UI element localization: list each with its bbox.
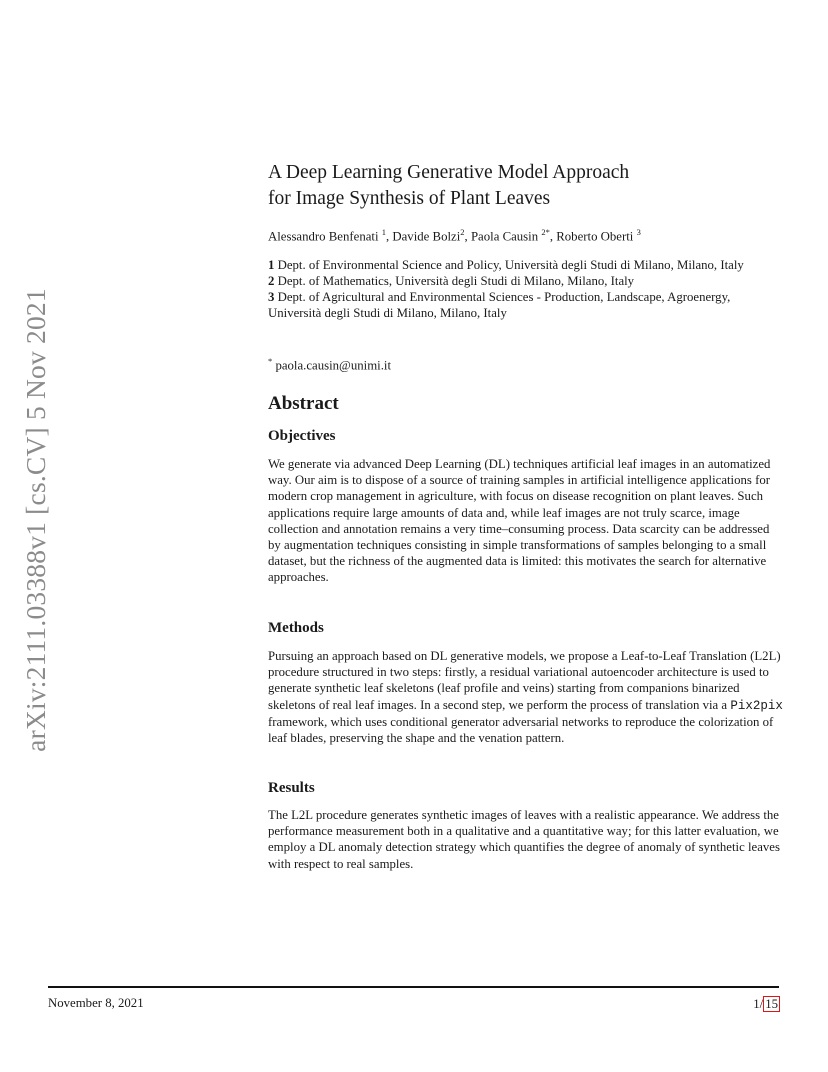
current-page: 1 [753,997,760,1011]
methods-heading: Methods [268,620,324,636]
pix2pix-code: Pix2pix [730,698,783,713]
author-3-affil: 2* [541,227,550,237]
author-2: Davide Bolzi [392,229,461,244]
methods-text-after: framework, which uses conditional generator adversarial networks to reproduce the colorization of leaf blades, preserving the shape and the venation pattern. [268,714,774,746]
affiliation-text: Dept. of Mathematics, Università degli Studi di Milano, Milano, Italy [277,274,635,288]
footer-rule [48,986,779,988]
corresponding-email[interactable]: paola.causin@unimi.it [275,358,392,373]
total-pages-link[interactable]: 15 [765,997,778,1011]
affiliation-3 [268,289,784,321]
objectives-heading: Objectives [268,428,336,444]
corresponding-author [268,353,784,373]
results-heading: Results [268,780,315,796]
affiliation-1 [268,257,784,273]
author-list: Alessandro Benfenati $^1$, Davide Bolzi$^2$, Paola Causin $^{2*}$, Roberto Oberti $^3$ [268,227,641,244]
footer-date: November 8, 2021 [48,996,144,1010]
author-3: Paola Causin [470,229,539,244]
affiliation-text: Dept. of Agricultural and Environmental Sciences - Production, Landscape, Agroenergy, Università degli Studi di Milano, Milano, Italy [268,290,731,320]
results-paragraph: The L2L procedure generates synthetic images of leaves with a realistic appearance. We address the performance measurement both in a qualitative and a quantitative way; for this latter evaluation, we employ a DL anomaly detection strategy which quantifies the degree of anomaly of synthetic leaves with respect to real samples. [268,808,780,871]
arxiv-identifier: arXiv:2111.03388v1 [cs.CV] 5 Nov 2021 [20,288,51,752]
methods-text-before: Pursuing an approach based on DL generative models, we propose a Leaf-to-Leaf Translation (L2L) procedure structured in two steps: firstly, a residual variational autoencoder architecture is used to generate synthetic leaf skeletons (leaf profile and veins) starting from companions binarized skeletons of real leaf images. In a second step, we perform the process of translation via a [268,649,781,712]
author-4-affil: 3 [636,227,641,237]
title-line-1: A Deep Learning Generative Model Approach [268,162,630,183]
affiliation-list [268,257,784,321]
author-2-affil: 2 [460,227,465,237]
methods-paragraph [268,648,784,746]
affiliation-text: Dept. of Environmental Science and Policy, Università degli Studi di Milano, Milano, Italy [277,258,744,272]
affiliation-2 [268,273,784,289]
paper-title [268,160,768,212]
affiliation-number: 1 [268,258,275,272]
author-1: Alessandro Benfenati [268,229,379,244]
abstract-heading: Abstract [268,393,339,414]
author-4: Roberto Oberti [556,229,634,244]
author-1-affil: 1 [381,227,386,237]
footer-page-number: 1/ 15 [753,997,778,1011]
corresponding-mark: * [268,356,273,366]
affiliation-number: 3 [268,290,275,304]
title-line-2: for Image Synthesis of Plant Leaves [268,188,551,209]
objectives-paragraph: We generate via advanced Deep Learning (DL) techniques artificial leaf images in an automatized way. Our aim is to dispose of a source of training samples in artificial intelligence applications for modern crop management in agriculture, with focus on disease recognition on plant leaves. Such applications require large amounts of data and, while leaf images are not truly scarce, image collection and annotation remains a very time–consuming process. Data scarcity can be addressed by augmentation techniques consisting in simple transformations of samples belonging to a small dataset, but the richness of the augmented data is limited: this motivates the search for alternative approaches. [268,457,771,585]
affiliation-number: 2 [268,274,275,288]
